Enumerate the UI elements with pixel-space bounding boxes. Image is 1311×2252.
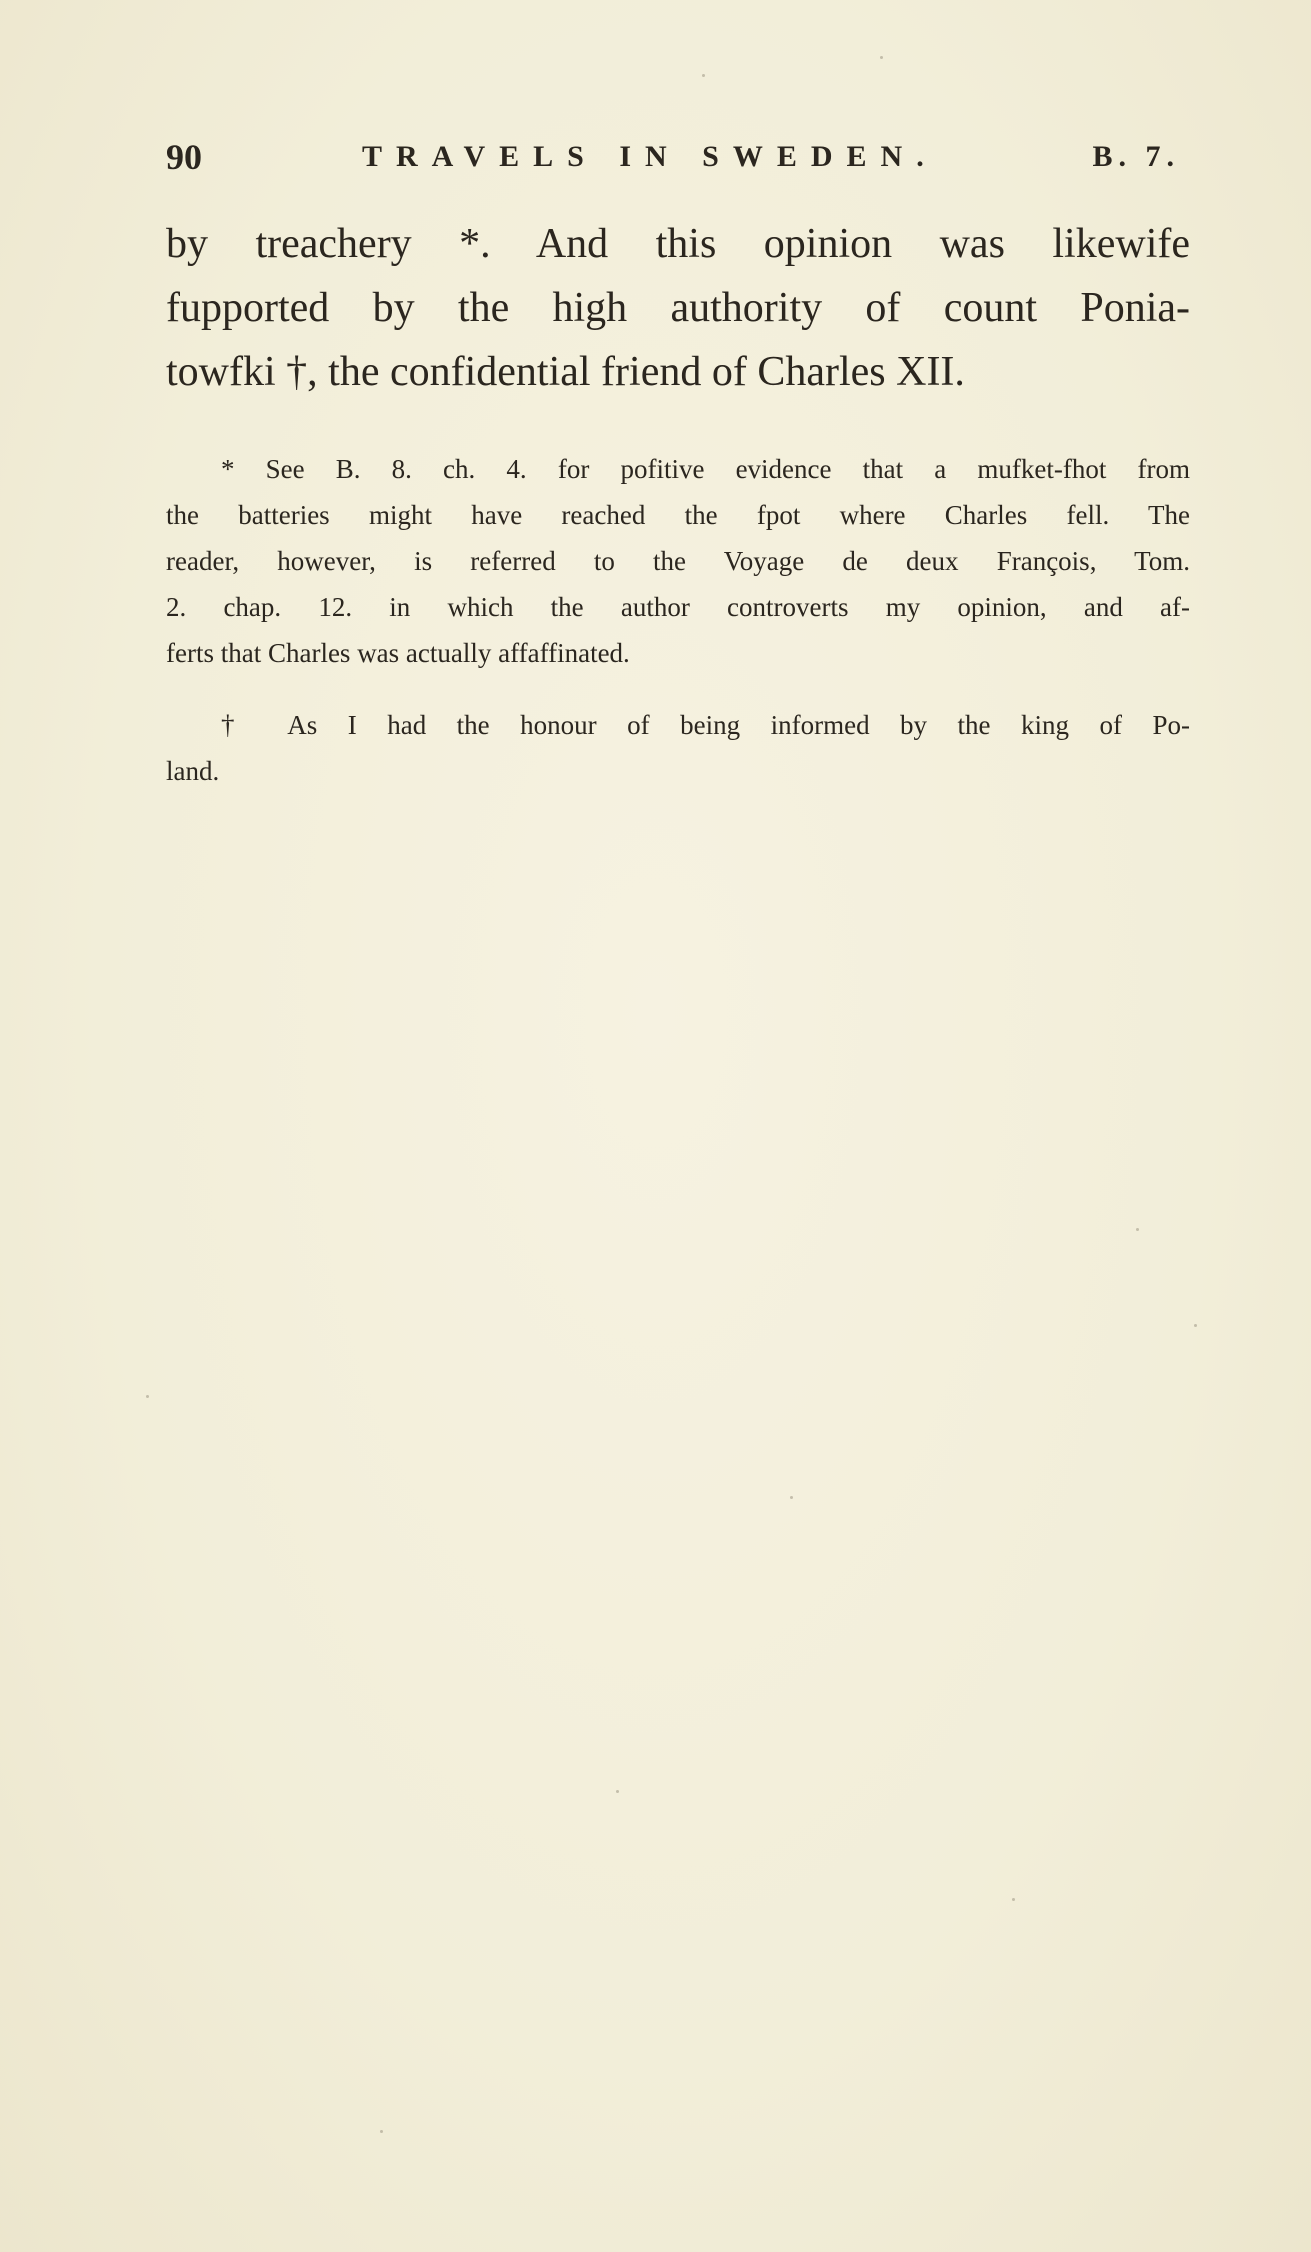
paper-speck xyxy=(380,2130,383,2133)
footnote-line: 2. chap. 12. in which the author controverts my opinion, and af- xyxy=(166,592,1190,622)
paper-speck xyxy=(1194,1324,1197,1327)
footnote-dagger xyxy=(166,702,1190,794)
footnote-line: ferts that Charles was actually affaffinated. xyxy=(166,638,630,668)
footnotes xyxy=(166,446,1190,820)
book-reference: B. 7. xyxy=(1092,140,1180,173)
paper-speck xyxy=(702,74,705,77)
paper-speck xyxy=(880,56,883,59)
footnote-line: the batteries might have reached the fpot where Charles fell. The xyxy=(166,500,1190,530)
footnote-asterisk xyxy=(166,446,1190,676)
page-number: 90 xyxy=(166,137,202,177)
paper-speck xyxy=(1136,1228,1139,1231)
running-head xyxy=(166,132,1180,182)
footnote-line: reader, however, is referred to the Voyage de deux François, Tom. xyxy=(166,546,1190,576)
paper-speck xyxy=(146,1395,149,1398)
text-line: towfki †, the confidential friend of Charles XII. xyxy=(166,349,965,395)
paper-speck xyxy=(616,1790,619,1793)
paper-speck xyxy=(1012,1898,1015,1901)
paper-speck xyxy=(790,1496,793,1499)
footnote-line: land. xyxy=(166,756,220,786)
footnote-line: * See B. 8. ch. 4. for pofitive evidence that a mufket-fhot from xyxy=(221,454,1190,484)
footnote-line: † As I had the honour of being informed by the king of Po- xyxy=(221,710,1190,740)
text-line: fupported by the high authority of count Ponia- xyxy=(166,285,1190,331)
text-line: by treachery *. And this opinion was likewife xyxy=(166,221,1190,267)
main-text xyxy=(166,212,1190,404)
running-title: TRAVELS IN SWEDEN. xyxy=(362,140,938,173)
